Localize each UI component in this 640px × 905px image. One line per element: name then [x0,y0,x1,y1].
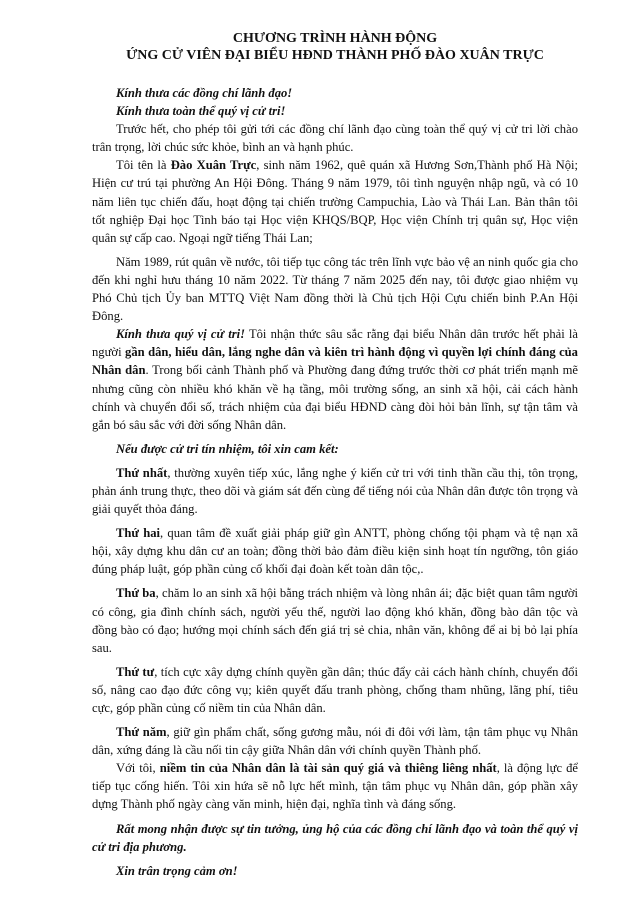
greeting-leaders: Kính thưa các đồng chí lãnh đạo! [116,86,293,100]
closing-bold: niềm tin của Nhân dân là tài sản quý giá và thiêng liêng nhất [159,761,497,776]
pledge-text: , giữ gìn phẩm chất, sống gương mẫu, nói đi đôi với làm, tận tâm phục vụ Nhân dân, xứng đáng là cầu nối tin cậy giữa Nhân dân với chính quyền Thành phố. [92,725,578,758]
bio-text-a: Tôi tên là [116,158,171,173]
greeting-voters: Kính thưa toàn thể quý vị cử tri! [116,104,286,119]
pledge-item [92,723,578,759]
pledge-item [92,663,578,717]
pledge-text: , chăm lo an sinh xã hội bằng trách nhiệm và lòng nhân ái; đặc biệt quan tâm người có công, gia đình chính sách, người yếu thế, người lao động khó khăn, đồng bào dân tộc và đồng bào có đạo; hướng mọi chính sách đến giá trị sẻ chia, nhân văn, không để ai bị bỏ lại phía sau. [92,586,578,655]
intro-paragraph: Trước hết, cho phép tôi gửi tới các đồng chí lãnh đạo cùng toàn thể quý vị cử tri lời chào trân trọng, lời chúc sức khỏe, bình an và hạnh phúc. [92,122,578,155]
pledge-item [92,464,578,518]
commitment-bold: gần dân, hiểu dân, lắng nghe dân và kiên trì hành động vì quyền lợi chính đáng của Nhân dân [92,345,578,378]
closing-text-b: , là động lực để tiếp tục cống hiến. Tôi xin hứa sẽ nỗ lực hết mình, tận tâm phục vụ Nhân dân, góp phần xây dựng Thành phố ngày càng văn minh, hiện đại, nghĩa tình và đáng sống. [92,761,578,812]
pledge-label: Thứ năm [116,725,167,740]
pledge-label: Thứ hai [116,526,161,541]
pledge-text: , tích cực xây dựng chính quyền gần dân; thúc đẩy cải cách hành chính, chuyển đổi số, nâng cao đạo đức công vụ; kiên quyết đấu tranh phòng, chống tham nhũng, lãng phí, tiêu cực, góp phần củng cố niềm tin của Nhân dân. [92,664,578,715]
closing-text-a: Với tôi, [116,761,160,776]
pledge-label: Thứ nhất [116,465,168,480]
commitment-text-a: Tôi nhận thức sâu sắc rằng đại biểu Nhân dân trước hết phải là người [92,327,578,360]
commitment-lead: Kính thưa quý vị cử tri! [116,327,245,342]
pledge-item [92,524,578,578]
document-body [92,84,578,880]
bio-text-b: , sinh năm 1962, quê quán xã Hương Sơn,Thành phố Hà Nội; Hiện cư trú tại phường An Hội Đông. Tháng 9 năm 1979, tôi tình nguyện nhập ngũ, và có 10 năm liên tục chiến đấu, hoạt động tại chiến trường Campuchia, Lào và Thái Lan. Bản thân tôi tốt nghiệp Đại học Tình báo tại Học viện KHQS/BQP, Học viện Chính trị quân sự, Học viện quân sự cấp cao. Ngoại ngữ tiếng Thái Lan; [92,158,578,245]
candidate-name: Đào Xuân Trực [170,158,257,173]
pledge-text: , quan tâm đề xuất giải pháp giữ gìn ANTT, phòng chống tội phạm và tệ nạn xã hội, xây dựng khu dân cư an toàn; đồng thời bảo đảm điều kiện sinh hoạt tín ngưỡng, tôn giáo đúng pháp luật, góp phần củng cố khối đại đoàn kết toàn dân tộc,. [92,526,578,577]
title-line-2: ỨNG CỬ VIÊN ĐẠI BIỂU HĐND THÀNH PHỐ ĐÀO XUÂN TRỰC [126,48,544,63]
pledge-item [92,584,578,656]
career-paragraph: Năm 1989, rút quân về nước, tôi tiếp tục công tác trên lĩnh vực bảo vệ an ninh quốc gia cho đến khi nghỉ hưu tháng 10 năm 2022. Từ tháng 7 năm 2025 đến nay, tôi được giao nhiệm vụ Phó Chủ tịch Ủy ban MTTQ Việt Nam đồng thời là Chủ tịch Hội Cựu chiến binh P.An Hội Đông. [92,254,578,324]
closing-thanks: Xin trân trọng cảm ơn! [116,863,238,878]
document-title [92,30,578,64]
title-line-1: CHƯƠNG TRÌNH HÀNH ĐỘNG [232,31,438,46]
closing-appeal: Rất mong nhận được sự tin tưởng, ủng hộ của các đồng chí lãnh đạo và toàn thể quý vị cử tri địa phương. [92,821,578,854]
pledge-label: Thứ ba [116,586,156,601]
pledge-label: Thứ tư [116,664,155,679]
pledge-text: , thường xuyên tiếp xúc, lắng nghe ý kiến cử tri với tinh thần cầu thị, tôn trọng, phản ánh trung thực, theo dõi và giám sát đến cùng để tiếng nói của Nhân dân được tôn trọng và giải quyết thỏa đáng. [92,465,578,517]
biography-paragraph [92,156,578,246]
pledge-heading: Nếu được cử tri tín nhiệm, tôi xin cam kết: [116,441,339,456]
commitment-intro-paragraph [92,325,578,434]
closing-paragraph [92,759,578,813]
commitment-text-b: . Trong bối cảnh Thành phố và Phường đang đứng trước thời cơ phát triển mạnh mẽ nhưng cũng còn nhiều khó khăn về hạ tầng, môi trường sống, an sinh xã hội, cải cách hành chính và chuyển đổi số, trách nhiệm của đại biểu HĐND càng đòi hỏi bản lĩnh, sự tận tâm và gắn bó sâu sắc với đời sống Nhân dân. [92,363,578,432]
